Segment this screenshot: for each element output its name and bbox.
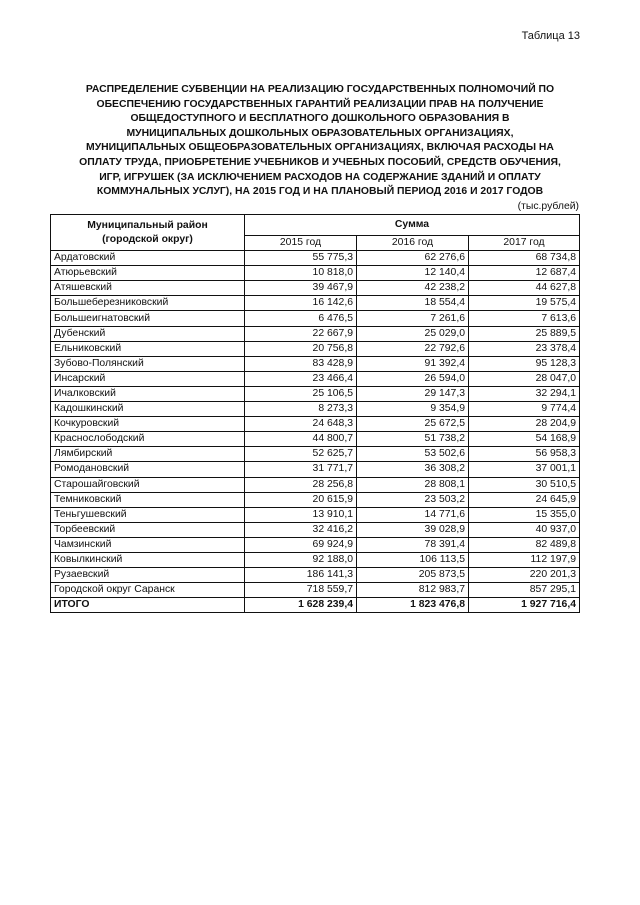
value-2016-cell: 39 028,9 bbox=[357, 522, 469, 537]
value-2015-cell: 52 625,7 bbox=[245, 447, 357, 462]
value-2016-cell: 106 113,5 bbox=[357, 552, 469, 567]
table-row bbox=[51, 402, 580, 417]
value-2015-cell: 28 256,8 bbox=[245, 477, 357, 492]
value-2016-cell: 62 276,6 bbox=[357, 251, 469, 266]
value-2017-cell: 24 645,9 bbox=[469, 492, 580, 507]
table-row bbox=[51, 507, 580, 522]
value-2017-cell: 95 128,3 bbox=[469, 356, 580, 371]
value-2017-cell: 12 687,4 bbox=[469, 266, 580, 281]
table-row bbox=[51, 417, 580, 432]
title-line: РАСПРЕДЕЛЕНИЕ СУБВЕНЦИИ НА РЕАЛИЗАЦИЮ ГОСУДАРСТВЕННЫХ ПОЛНОМОЧИЙ ПО bbox=[85, 84, 555, 95]
value-2015-cell: 55 775,3 bbox=[245, 251, 357, 266]
value-2016-cell: 23 503,2 bbox=[357, 492, 469, 507]
value-2016-cell: 78 391,4 bbox=[357, 537, 469, 552]
value-2015-cell: 32 416,2 bbox=[245, 522, 357, 537]
header-name-line1: Муниципальный район bbox=[87, 219, 208, 231]
value-2015-cell: 69 924,9 bbox=[245, 537, 357, 552]
table-row bbox=[51, 251, 580, 266]
table-row bbox=[51, 386, 580, 401]
column-header-2015: 2015 год bbox=[245, 236, 357, 251]
title-line: ИГР, ИГРУШЕК (ЗА ИСКЛЮЧЕНИЕМ РАСХОДОВ НА СОДЕРЖАНИЕ ЗДАНИЙ И ОПЛАТУ bbox=[99, 171, 541, 183]
value-2016-cell: 12 140,4 bbox=[357, 266, 469, 281]
column-header-2017: 2017 год bbox=[469, 236, 580, 251]
value-2016-cell: 51 738,2 bbox=[357, 432, 469, 447]
value-2016-cell: 25 672,5 bbox=[357, 417, 469, 432]
value-2015-cell: 31 771,7 bbox=[245, 462, 357, 477]
value-2016-cell: 42 238,2 bbox=[357, 281, 469, 296]
column-header-district bbox=[51, 215, 245, 251]
value-2015-cell: 20 615,9 bbox=[245, 492, 357, 507]
value-2015-cell: 92 188,0 bbox=[245, 552, 357, 567]
value-2017-cell: 7 613,6 bbox=[469, 311, 580, 326]
value-2015-cell: 6 476,5 bbox=[245, 311, 357, 326]
value-2017-cell: 82 489,8 bbox=[469, 537, 580, 552]
value-2015-cell: 10 818,0 bbox=[245, 266, 357, 281]
table-row bbox=[51, 522, 580, 537]
value-2016-cell: 812 983,7 bbox=[357, 583, 469, 598]
value-2015-cell: 44 800,7 bbox=[245, 432, 357, 447]
value-2015-cell: 718 559,7 bbox=[245, 583, 357, 598]
value-2016-cell: 53 502,6 bbox=[357, 447, 469, 462]
table-row bbox=[51, 462, 580, 477]
title-line: КОММУНАЛЬНЫХ УСЛУГ), НА 2015 ГОД И НА ПЛАНОВЫЙ ПЕРИОД 2016 И 2017 ГОДОВ bbox=[96, 186, 544, 198]
header-name-line2: (городской округ) bbox=[102, 233, 193, 245]
title-line: ОБЩЕДОСТУПНОГО И БЕСПЛАТНОГО ДОШКОЛЬНОГО ОБРАЗОВАНИЯ В bbox=[130, 113, 510, 125]
value-2016-cell: 29 147,3 bbox=[357, 386, 469, 401]
value-2016-cell: 14 771,6 bbox=[357, 507, 469, 522]
table-row bbox=[51, 281, 580, 296]
table-row bbox=[51, 296, 580, 311]
district-name-cell: Рузаевский bbox=[51, 568, 245, 583]
value-2017-cell: 19 575,4 bbox=[469, 296, 580, 311]
value-2016-cell: 26 594,0 bbox=[357, 371, 469, 386]
value-2016-cell: 9 354,9 bbox=[357, 402, 469, 417]
value-2017-cell: 857 295,1 bbox=[469, 583, 580, 598]
title-line: ОБЕСПЕЧЕНИЮ ГОСУДАРСТВЕННЫХ ГАРАНТИЙ РЕАЛИЗАЦИИ ПРАВ НА ПОЛУЧЕНИЕ bbox=[96, 98, 544, 110]
value-2017-cell: 23 378,4 bbox=[469, 341, 580, 356]
value-2016-cell: 7 261,6 bbox=[357, 311, 469, 326]
district-name-cell: Зубово-Полянский bbox=[51, 356, 245, 371]
table-row bbox=[51, 311, 580, 326]
value-2015-cell: 13 910,1 bbox=[245, 507, 357, 522]
subvention-table bbox=[50, 214, 580, 613]
district-name-cell: ИТОГО bbox=[51, 598, 245, 613]
value-2016-cell: 91 392,4 bbox=[357, 356, 469, 371]
district-name-cell: Чамзинский bbox=[51, 537, 245, 552]
table-row bbox=[51, 432, 580, 447]
table-row bbox=[51, 568, 580, 583]
value-2015-cell: 24 648,3 bbox=[245, 417, 357, 432]
table-row bbox=[51, 552, 580, 567]
value-2015-cell: 186 141,3 bbox=[245, 568, 357, 583]
district-name-cell: Ромодановский bbox=[51, 462, 245, 477]
table-row bbox=[51, 492, 580, 507]
table-row bbox=[51, 583, 580, 598]
value-2015-cell: 83 428,9 bbox=[245, 356, 357, 371]
district-name-cell: Кадошкинский bbox=[51, 402, 245, 417]
district-name-cell: Теньгушевский bbox=[51, 507, 245, 522]
district-name-cell: Дубенский bbox=[51, 326, 245, 341]
value-2015-cell: 1 628 239,4 bbox=[245, 598, 357, 613]
district-name-cell: Городской округ Саранск bbox=[51, 583, 245, 598]
table-row bbox=[51, 477, 580, 492]
value-2017-cell: 30 510,5 bbox=[469, 477, 580, 492]
district-name-cell: Ельниковский bbox=[51, 341, 245, 356]
district-name-cell: Темниковский bbox=[51, 492, 245, 507]
value-2017-cell: 40 937,0 bbox=[469, 522, 580, 537]
value-2017-cell: 28 047,0 bbox=[469, 371, 580, 386]
value-2017-cell: 1 927 716,4 bbox=[469, 598, 580, 613]
value-2016-cell: 36 308,2 bbox=[357, 462, 469, 477]
value-2016-cell: 205 873,5 bbox=[357, 568, 469, 583]
units-label: (тыс.рублей) bbox=[517, 201, 579, 212]
value-2015-cell: 25 106,5 bbox=[245, 386, 357, 401]
district-name-cell: Старошайговский bbox=[51, 477, 245, 492]
table-row bbox=[51, 356, 580, 371]
value-2017-cell: 44 627,8 bbox=[469, 281, 580, 296]
value-2017-cell: 25 889,5 bbox=[469, 326, 580, 341]
value-2016-cell: 28 808,1 bbox=[357, 477, 469, 492]
column-header-sum: Сумма bbox=[245, 215, 580, 236]
table-row bbox=[51, 447, 580, 462]
table-row bbox=[51, 326, 580, 341]
value-2017-cell: 220 201,3 bbox=[469, 568, 580, 583]
district-name-cell: Ардатовский bbox=[51, 251, 245, 266]
value-2016-cell: 25 029,0 bbox=[357, 326, 469, 341]
district-name-cell: Большеигнатовский bbox=[51, 311, 245, 326]
table-row bbox=[51, 341, 580, 356]
value-2017-cell: 15 355,0 bbox=[469, 507, 580, 522]
table-number-label: Таблица 13 bbox=[521, 30, 580, 42]
district-name-cell: Лямбирский bbox=[51, 447, 245, 462]
value-2015-cell: 39 467,9 bbox=[245, 281, 357, 296]
value-2017-cell: 32 294,1 bbox=[469, 386, 580, 401]
table-row bbox=[51, 371, 580, 386]
value-2017-cell: 9 774,4 bbox=[469, 402, 580, 417]
value-2016-cell: 18 554,4 bbox=[357, 296, 469, 311]
district-name-cell: Ичалковский bbox=[51, 386, 245, 401]
district-name-cell: Атяшевский bbox=[51, 281, 245, 296]
district-name-cell: Атюрьевский bbox=[51, 266, 245, 281]
value-2017-cell: 28 204,9 bbox=[469, 417, 580, 432]
title-line: МУНИЦИПАЛЬНЫХ ДОШКОЛЬНЫХ ОБРАЗОВАТЕЛЬНЫХ ОРГАНИЗАЦИЯХ, bbox=[126, 127, 514, 139]
value-2017-cell: 112 197,9 bbox=[469, 552, 580, 567]
value-2017-cell: 54 168,9 bbox=[469, 432, 580, 447]
value-2015-cell: 22 667,9 bbox=[245, 326, 357, 341]
value-2015-cell: 20 756,8 bbox=[245, 341, 357, 356]
value-2016-cell: 22 792,6 bbox=[357, 341, 469, 356]
table-row bbox=[51, 266, 580, 281]
district-name-cell: Краснослободский bbox=[51, 432, 245, 447]
column-header-2016: 2016 год bbox=[357, 236, 469, 251]
value-2015-cell: 23 466,4 bbox=[245, 371, 357, 386]
total-row bbox=[51, 598, 580, 613]
value-2015-cell: 8 273,3 bbox=[245, 402, 357, 417]
table-row bbox=[51, 537, 580, 552]
district-name-cell: Ковылкинский bbox=[51, 552, 245, 567]
title-line: ОПЛАТУ ТРУДА, ПРИОБРЕТЕНИЕ УЧЕБНИКОВ И УЧЕБНЫХ ПОСОБИЙ, СРЕДСТВ ОБУЧЕНИЯ, bbox=[79, 156, 561, 168]
document-title bbox=[40, 83, 600, 200]
district-name-cell: Кочкуровский bbox=[51, 417, 245, 432]
value-2017-cell: 68 734,8 bbox=[469, 251, 580, 266]
district-name-cell: Торбеевский bbox=[51, 522, 245, 537]
value-2015-cell: 16 142,6 bbox=[245, 296, 357, 311]
value-2017-cell: 56 958,3 bbox=[469, 447, 580, 462]
district-name-cell: Инсарский bbox=[51, 371, 245, 386]
district-name-cell: Большеберезниковский bbox=[51, 296, 245, 311]
value-2016-cell: 1 823 476,8 bbox=[357, 598, 469, 613]
title-line: МУНИЦИПАЛЬНЫХ ОБЩЕОБРАЗОВАТЕЛЬНЫХ ОРГАНИЗАЦИЯХ, ВКЛЮЧАЯ РАСХОДЫ НА bbox=[86, 142, 554, 154]
value-2017-cell: 37 001,1 bbox=[469, 462, 580, 477]
